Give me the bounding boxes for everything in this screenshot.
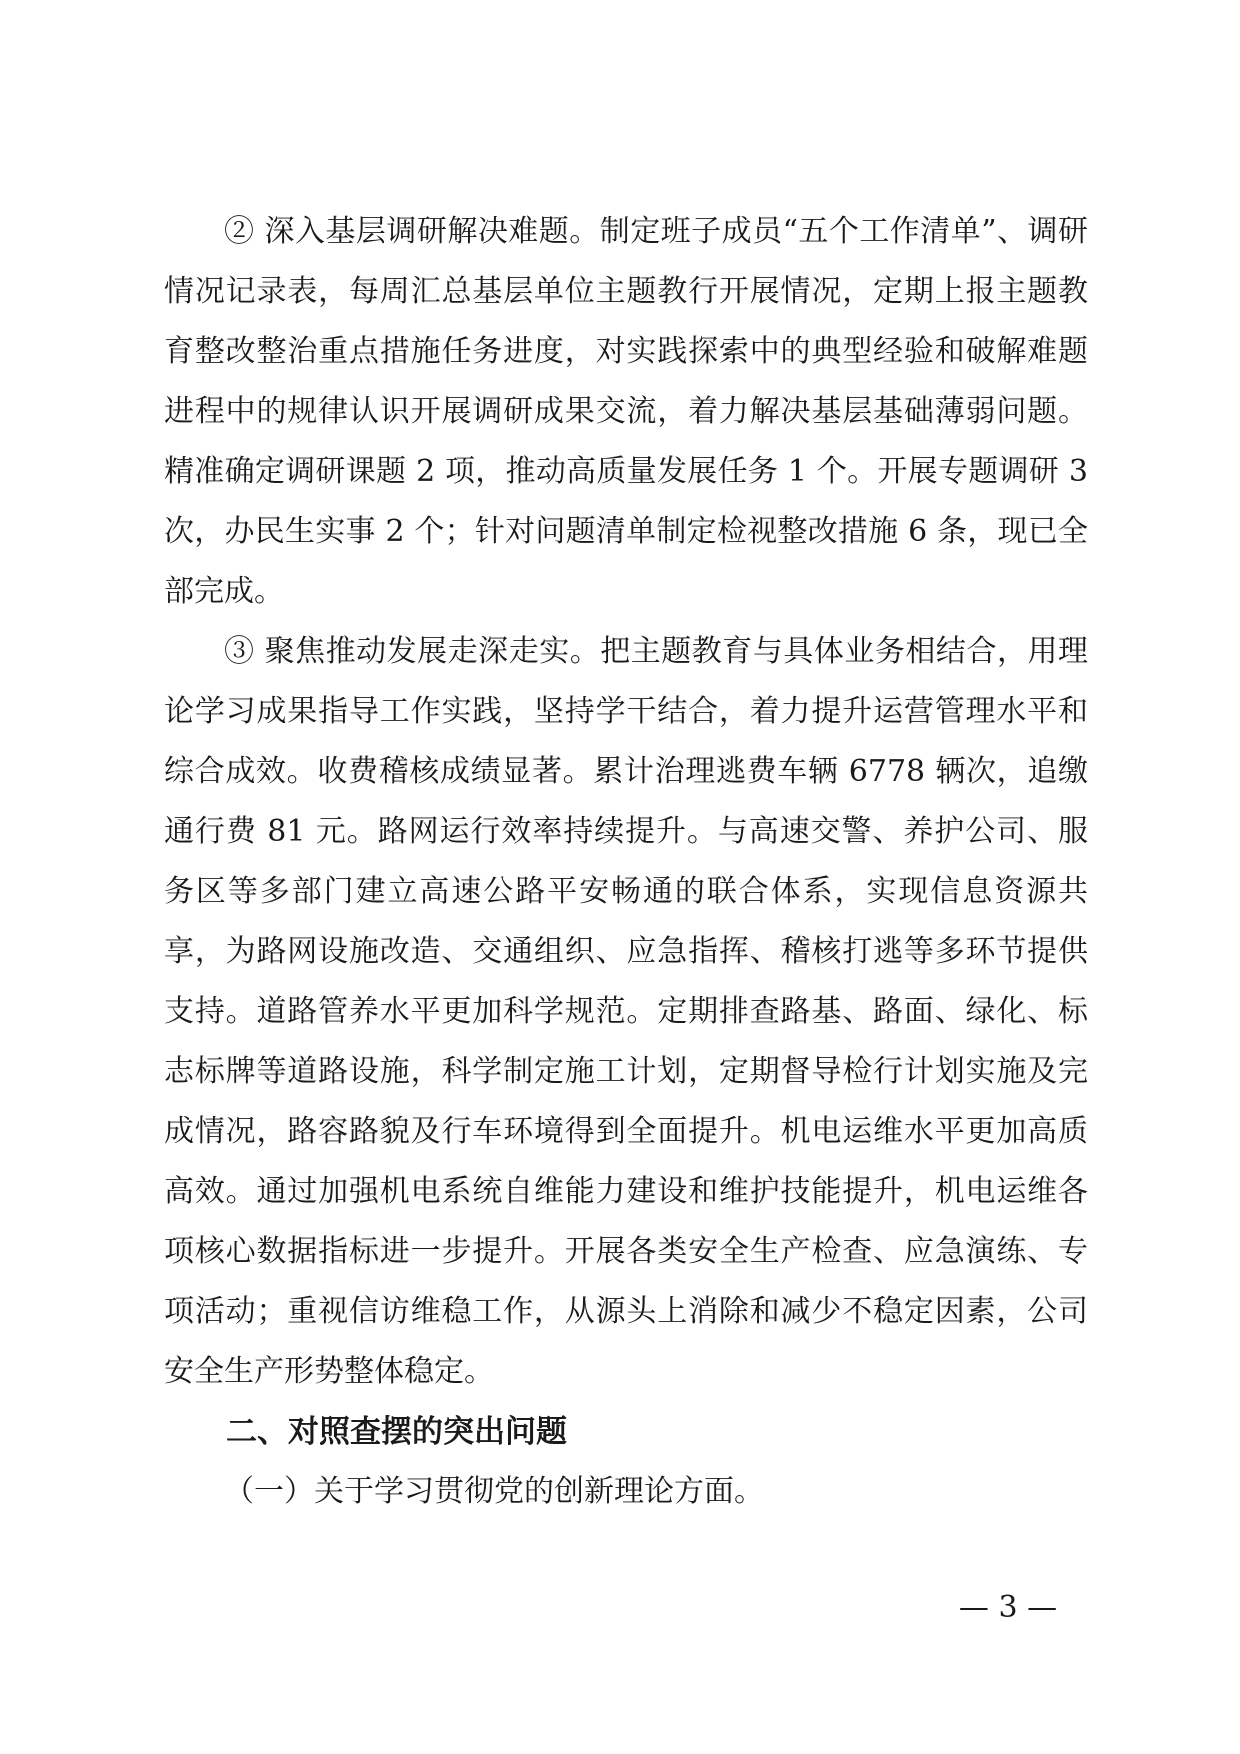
page-number: — 3 — (958, 1590, 1058, 1625)
section-heading: 二、对照查摆的突出问题 (226, 1414, 567, 1450)
paragraph-research: ② 深入基层调研解决难题。制定班子成员“五个工作清单”、调研情况记录表，每周汇总基层单位主题教行开展情况，定期上报主题教育整改整治重点措施任务进度，对实践探索中的典型经验和破解难题进程中的规律认识开展调研成果交流，着力解决基层基础薄弱问题。精准确定调研课题 2 项，推动高质量发展任务 1 个。开展专题调研 3 次，办民生实事 2 个；针对问题清单制定检视整改措施 6 条，现已全部完成。 (164, 214, 1088, 609)
document-body (164, 202, 1088, 1522)
paragraph-development: ③ 聚焦推动发展走深走实。把主题教育与具体业务相结合，用理论学习成果指导工作实践，坚持学干结合，着力提升运营管理水平和综合成效。收费稽核成绩显著。累计治理逃费车辆 6778 辆次，追缴通行费 81 元。路网运行效率持续提升。与高速交警、养护公司、服务区等多部门建立高速公路平安畅通的联合体系，实现信息资源共享，为路网设施改造、交通组织、应急指挥、稽核打逃等多环节提供支持。道路管养水平更加科学规范。定期排查路基、路面、绿化、标志标牌等道路设施，科学制定施工计划，定期督导检行计划实施及完成情况，路容路貌及行车环境得到全面提升。机电运维水平更加高质高效。通过加强机电系统自维能力建设和维护技能提升，机电运维各项核心数据指标进一步提升。开展各类安全生产检查、应急演练、专项活动；重视信访维稳工作，从源头上消除和减少不稳定因素，公司安全生产形势整体稳定。 (164, 634, 1088, 1389)
subsection-heading: （一）关于学习贯彻党的创新理论方面。 (224, 1474, 764, 1509)
